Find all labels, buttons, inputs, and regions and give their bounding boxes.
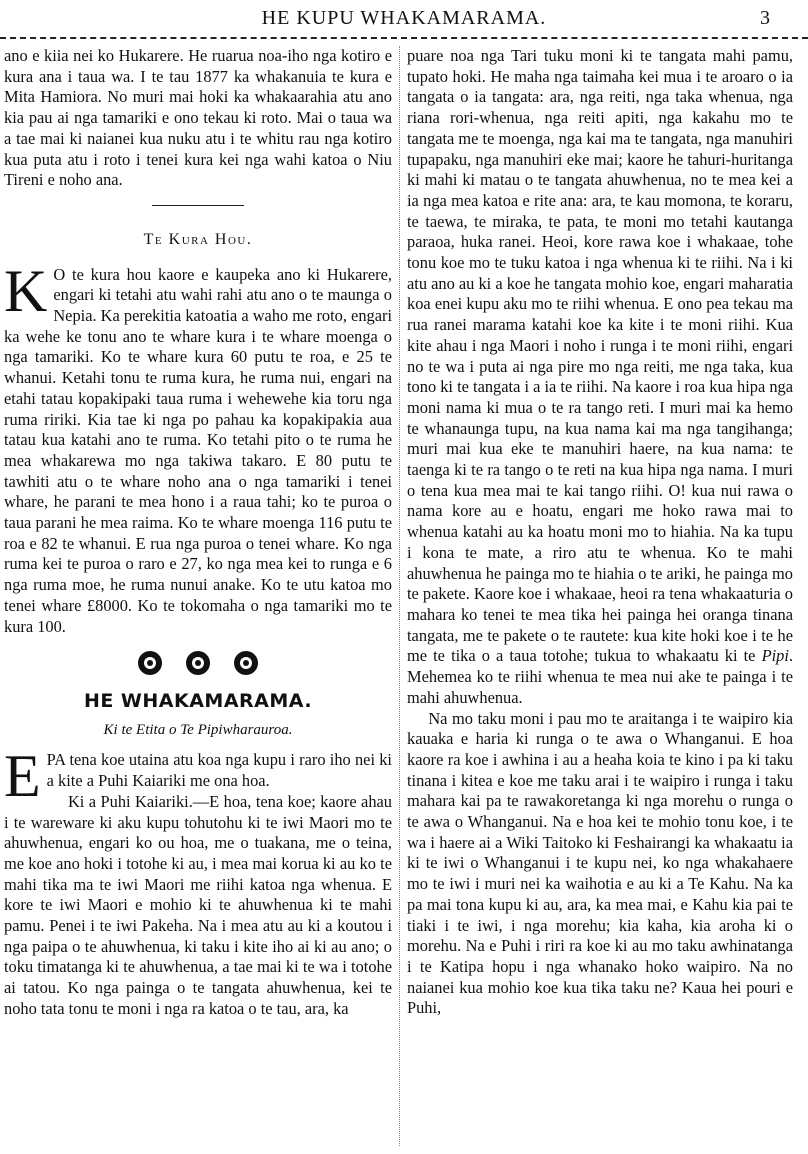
section-heading: Te Kura Hou.: [143, 230, 253, 248]
header-rule: [0, 37, 808, 39]
article-paragraph: Ki a Puhi Kaiariki.—E hoa, tena koe; kaore ahau i te wareware ki aku kupu tohutohu ki te iwi Maori mo te ahuwhenua, engari ko ou hoa, me o tuakana, me o teina, me koe ano hoki i totohe ki au, i mea mai korua ki au ko te mahi tika ma te iwi Maori me riihi katoa nga whenua. E kore te iwi Maori e mohio ki te ahuwhenua ki te mahi pamu. Penei i te iwi Pakeha. Na i mea atu au ki a koutou i nga paipa o te ahuwhenua, ki taku i kite iho ai ki au ano; o toku timatanga ki te ahuwhenua, a tae mai ki te wa i totohe ai tatou. Ko nga painga o te tangata ahuwhenua, kei te noho tata tonu te moni i nga ra katoa o te tau, ara, ka: [4, 791, 392, 1018]
section-dropcap: K: [4, 257, 48, 324]
article-dropcap: E: [4, 743, 41, 810]
flower-ornament-icon: [234, 651, 258, 675]
left-column: [4, 46, 392, 1146]
flower-ornament-icon: [138, 651, 162, 675]
right-paragraph-1-end: . Mehemea ko te riihi whenua te mea nui ake te painga i te mahi ahuwhenua.: [407, 646, 793, 707]
article-intro: [4, 743, 392, 810]
column-divider: [399, 46, 400, 1146]
page-number: 3: [760, 7, 770, 29]
flower-ornament-icon: [186, 651, 210, 675]
ornament-row: [4, 651, 392, 679]
section-paragraph-text: O te kura hou kaore e kaupeka ano ki Hukarere, engari ki tetahi atu wahi rahi atu ano o te maunga o Nepia. Ka perekitia katoatia a waho me roto, engari ka wehe ke tonu ano te whare kura i te whare moenga o nga tamariki. Ko te whare kura 60 putu te roa, e 25 te whanui. Ketahi tonu te ruma kura, he ruma nui, engari na etahi tatau kopakipaki taua ruma i wehewehe kia toru nga ruma ririki. Kia tae ki nga po pahau ka kopakipakia aua tatau kua katahi ano te ruma. Ko tetahi pito o te ruma he mea whakarewa mo nga takiwa takaro. E 80 putu te tawhiti atu o te whare noho ana o nga tamariki i tenei whare, he parani te mea hono i a raua tahi; ko te puroa o taua parani he mea raima. Ko te whare moenga 116 putu te roa e 82 te whanui. E rua nga puroa o tenei whare. Ko nga ruma kei te puroa o raro e 27, ko nga mea kei to runga e 6 nga ruma moe, he ruma nunui anake. Ko te utu katoa mo tenei whare £8000. Ko te tokomaha o nga tamariki mo te kura 100.: [4, 264, 392, 636]
right-paragraph-1: [407, 46, 793, 709]
page-header: [0, 0, 808, 40]
article-subheading: Ki te Etita o Te Pipiwharauroa.: [103, 721, 293, 738]
right-paragraph-2: Na mo taku moni i pau mo te araitanga i te waipiro kia kauaka e haria ki runga o te awa o Whanganui. E hoa kaore ra koe i awhina i au a heaha koia te kino i pa ki taku tinana i kitea e koe me taku arai i te waipiro i runga i taku mahara kai pa te rawakoretanga ki nga morehu o runga o te awa o Whanganui. Na e hoa kei te mohio tonu koe, i te wa i haere ai a Wiki Taitoko ki Feshairangi ka whakaatu ia ki te iwi o Whanganui i te kupu nei, ko nga whakahaere mo te iwi i muri nei ka waihotia e au ki a Te Kahu. Na ka pa mai tona kupu ki au, ara, ka mea mai, e Kahu kia pai te tiaki i te iwi, i nga morehu; kia kaha, kia aroha ki o morehu. Na e Puhi i riri ra koe ki au mo taku awhinatanga i te Katipa hopu i nga whanako hoko waipiro. Na no naianei kua mohio koe kua tika taku ne? Kaua hei pouri e Puhi,: [407, 708, 793, 1018]
article-heading: HE WHAKAMARAMA.: [83, 689, 313, 712]
pipi-italic: Pipi: [761, 646, 789, 666]
intro-paragraph: ano e kiia nei ko Hukarere. He ruarua noa-iho nga kotiro e kura ana i taua wa. I te tau 1877 ka whakanuia te kura e Mita Hamiora. No muri mai hoki ka whakaarahia atu ano kia pau ai nga tamariki e ono tekau ki roto. Mai o taua wa a tae mai ki naianei kua nuku atu i te whitu rau nga kotiro kua puta atu i roto i tenei kura kei nga wahi katoa o Niu Tireni e noho ana.: [4, 46, 392, 190]
article-intro-text: PA tena koe utaina atu koa nga kupu i raro iho nei ki a kite a Puhi Kaiariki me ona hoa.: [46, 750, 392, 791]
right-paragraph-1-text: puare noa nga Tari tuku moni ki te tangata mahi pamu, tupato hoki. He maha nga taimaha kei mua i te aroaro o ia tangata o ia tangata: ara, nga reiti, nga taka whenua, nga riana rori-whenua, nga reiti apiti, nga kakahu mo te tangata me te moenga, nga kai ma te tangata, nga manuhiri tupapaku, nga manuhiri eke mai; kaore he tahuri-huritanga ki mahi ki matau o te tangata ahuwhenua, no te mea kei a ia nga mea katoa e rite ana: ara, te kau momona, te koraru, te taewa, te miraka, te pata, te moni mo tetahi kautanga paraoa, huka ranei. Heoi, kore rawa koe i whakaae, tohe tonu koe mo te tuku katoa i nga whenua ki te riihi. Na i ki atu ano au ki a koe he tangata mohio koe, engari maharatia koa enei kupu aku mo te riihi whenua. E ono pea tekau ma rua ranei marama katahi koe ka kite i te moni riihi. Kua kite ahau i nga Maori i noho i runga i te moni riihi, engari no te wa i puta ai nga pire mo nga reiti, me nga taka, kua tono ki te tangata i a ia te riihi. Na kaore i roa kua hipa nga moni nama ki mua o te ra tango reti. I muri mai ka hemo te whanaunga tupu, na kua nama kai ma nga tangihanga; muri mai kua eke te manuhiri haere, na kua nama: te taenga ki te ra tango o te reti na kua hipa nga nama. I muri o tena kua mea mai te kai tango riihi. O! kua nui rawa o nama kore au e hoatu, engari me hoko rawa mai to whenua katahi au ka hoatu moni mo to hiahia. Na ka tupu i kona te mate, a riro atu te whenua. Ko te mahi ahuwhenua he painga mo te hiahia o te ariki, he painga mo te pakete. Kaore koe i whakaae, heoi ra tena whakaaturia o mahara ko tenei te mea tika hei painga hei oranga tinana tangata, me te pakete o te rautete: kua kite hoki koe i te he me te tika o a taua totohe; tukua to whakaatu ki te: [407, 46, 793, 666]
section-divider: [152, 205, 244, 206]
section-paragraph: [4, 257, 392, 638]
right-column: [407, 46, 793, 1146]
running-title: HE KUPU WHAKAMARAMA.: [261, 7, 547, 29]
